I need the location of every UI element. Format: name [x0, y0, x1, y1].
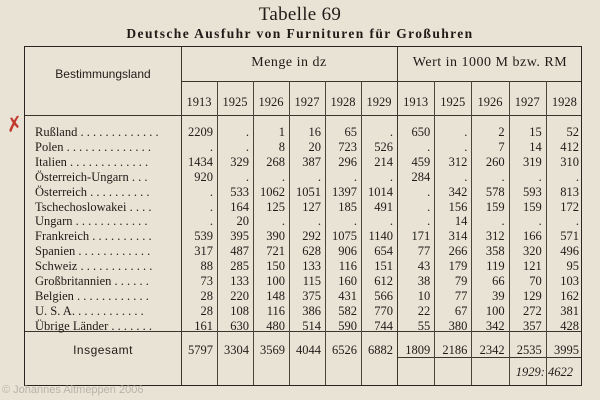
table-cell: 590 — [338, 318, 357, 333]
table-cell: . — [209, 199, 213, 214]
total-cell: 2535 — [516, 343, 542, 357]
year-header: 1927 — [514, 95, 540, 109]
table-cell: 319 — [523, 154, 542, 169]
table-cell: . — [209, 139, 213, 154]
table-cell: . — [353, 169, 357, 184]
table-cell: 491 — [374, 199, 393, 214]
country-name: Frankreich . . . . . . . . . . — [35, 229, 152, 244]
export-table — [24, 46, 582, 386]
table-cell: 95 — [566, 259, 579, 274]
table-cell: 171 — [411, 229, 431, 244]
table-cell: 260 — [485, 154, 505, 169]
table-cell: 16 — [308, 125, 321, 139]
country-name: Spanien . . . . . . . . . . . . — [35, 244, 151, 259]
table-cell: 148 — [266, 288, 285, 303]
table-cell: 386 — [302, 303, 321, 318]
country-name: Übrige Länder . . . . . . . — [35, 318, 152, 333]
table-cell: 526 — [374, 139, 393, 154]
table-cell: 116 — [338, 259, 357, 274]
year-header: 1928 — [330, 95, 356, 109]
table-cell: 162 — [560, 288, 579, 303]
table-cell: 320 — [523, 244, 542, 259]
country-name: Schweiz . . . . . . . . . . . . — [35, 259, 153, 274]
year-header: 1926 — [258, 95, 284, 109]
table-cell: . — [281, 169, 285, 184]
table-cell: 159 — [523, 199, 542, 214]
country-name: Belgien . . . . . . . . . . . . — [35, 288, 149, 303]
table-cell: 292 — [302, 229, 321, 244]
margin-mark: ✗ — [4, 110, 25, 138]
table-cell: 8 — [278, 139, 285, 154]
total-cell: 4044 — [296, 343, 321, 357]
table-cell: 412 — [560, 139, 579, 154]
table-cell: 159 — [485, 199, 505, 214]
table-cell: 459 — [411, 154, 431, 169]
table-title: Tabelle 69 — [258, 4, 342, 25]
table-cell: . — [575, 214, 579, 229]
table-cell: 15 — [529, 125, 542, 139]
divider — [25, 115, 581, 116]
total-label: Insgesamt — [73, 343, 133, 357]
table-cell: . — [281, 214, 285, 229]
table-cell: . — [353, 214, 357, 229]
table-cell: 77 — [417, 244, 431, 259]
table-cell: 357 — [523, 318, 542, 333]
country-name: U. S. A. . . . . . . . . . . . — [35, 303, 144, 318]
table-cell: 431 — [338, 288, 357, 303]
country-name: Österreich . . . . . . . . . . — [35, 184, 150, 199]
table-cell: . — [538, 214, 542, 229]
table-cell: 770 — [374, 303, 393, 318]
table-cell: 1434 — [188, 154, 213, 169]
table-cell: 380 — [448, 318, 468, 333]
table-cell: 496 — [560, 244, 579, 259]
country-name: Österreich-Ungarn . . . — [35, 169, 148, 184]
table-cell: 284 — [411, 169, 431, 184]
total-cell: 2186 — [442, 343, 468, 357]
table-cell: 151 — [374, 259, 393, 274]
table-cell: 387 — [302, 154, 321, 169]
footnote: 1929: 4622 — [515, 365, 573, 379]
table-cell: 22 — [417, 303, 431, 318]
table-cell: 317 — [194, 244, 213, 259]
table-cell: 121 — [523, 259, 542, 274]
table-cell: 390 — [266, 229, 285, 244]
country-name: Tschechoslowakei . . . . — [35, 199, 152, 214]
table-cell: 268 — [266, 154, 285, 169]
table-cell: 28 — [200, 303, 213, 318]
table-cell: . — [209, 214, 213, 229]
table-cell: 721 — [266, 244, 285, 259]
table-cell: 329 — [230, 154, 249, 169]
table-subtitle: Deutsche Ausfuhr von Furnituren für Großuhren — [126, 26, 474, 41]
table-cell: 1075 — [332, 229, 357, 244]
total-cell: 6526 — [332, 343, 357, 357]
table-cell: 296 — [338, 154, 357, 169]
table-cell: 593 — [523, 184, 542, 199]
table-cell: . — [245, 139, 249, 154]
table-cell: 630 — [230, 318, 249, 333]
table-cell: 480 — [266, 318, 285, 333]
year-header: 1929 — [366, 95, 392, 109]
table-cell: 65 — [344, 125, 357, 139]
table-cell: . — [317, 214, 321, 229]
table-cell: . — [427, 199, 431, 214]
total-cell: 1809 — [405, 343, 431, 357]
table-cell: 100 — [266, 274, 285, 288]
table-cell: 161 — [194, 318, 213, 333]
table-cell: 20 — [308, 139, 321, 154]
table-cell: . — [501, 214, 505, 229]
table-cell: 571 — [560, 229, 579, 244]
total-cell: 6882 — [368, 343, 393, 357]
table-cell: 272 — [523, 303, 542, 318]
table-cell: 395 — [230, 229, 249, 244]
table-cell: . — [245, 125, 249, 139]
table-cell: 14 — [529, 139, 542, 154]
table-cell: 100 — [485, 303, 505, 318]
table-cell: 79 — [454, 274, 468, 288]
country-name: Großbritannien . . . . . . — [35, 274, 149, 288]
table-cell: 166 — [523, 229, 542, 244]
country-name: Italien . . . . . . . . . . . . . — [35, 154, 149, 169]
table-cell: 43 — [417, 259, 431, 274]
year-header: 1926 — [477, 95, 503, 109]
table-cell: 220 — [230, 288, 249, 303]
table-cell: 10 — [417, 288, 431, 303]
header-country: Bestimmungsland — [55, 67, 151, 81]
table-cell: 342 — [448, 184, 468, 199]
table-cell: 628 — [302, 244, 321, 259]
table-cell: 612 — [374, 274, 393, 288]
table-cell: . — [389, 169, 393, 184]
watermark: © Johannes Altmeppen 2006 — [2, 384, 144, 396]
table-cell: 52 — [566, 125, 579, 139]
table-cell: 358 — [485, 244, 505, 259]
table-cell: 312 — [485, 229, 505, 244]
table-cell: 920 — [194, 169, 213, 184]
table-cell: 310 — [560, 154, 579, 169]
table-cell: . — [464, 139, 468, 154]
table-cell: 116 — [266, 303, 285, 318]
table-cell: 381 — [560, 303, 579, 318]
total-cell: 2342 — [479, 343, 505, 357]
table-cell: 375 — [302, 288, 321, 303]
table-cell: 38 — [417, 274, 431, 288]
table-cell: . — [464, 125, 468, 139]
table-cell: 1051 — [296, 184, 321, 199]
table-cell: . — [389, 125, 393, 139]
table-cell: 533 — [230, 184, 249, 199]
table-cell: 103 — [560, 274, 579, 288]
table-cell: 578 — [485, 184, 505, 199]
table-cell: 127 — [302, 199, 321, 214]
table-cell: 77 — [454, 288, 468, 303]
table-cell: . — [501, 169, 505, 184]
header-value: Wert in 1000 M bzw. RM — [412, 55, 568, 70]
total-cell: 5797 — [188, 343, 213, 357]
country-name: Rußland . . . . . . . . . . . . . — [35, 125, 159, 139]
table-cell: 160 — [338, 274, 357, 288]
table-cell: 185 — [338, 199, 357, 214]
year-header: 1927 — [294, 95, 320, 109]
table-cell: 650 — [411, 125, 431, 139]
table-cell: . — [245, 169, 249, 184]
table-cell: . — [464, 169, 468, 184]
table-cell: 129 — [523, 288, 542, 303]
table-cell: 172 — [560, 199, 579, 214]
table-cell: 2 — [498, 125, 505, 139]
country-name: Ungarn . . . . . . . . . . . . — [35, 214, 148, 229]
table-cell: 55 — [417, 318, 431, 333]
table-cell: 566 — [374, 288, 393, 303]
country-name: Polen . . . . . . . . . . . . . . — [35, 139, 151, 154]
table-cell: 312 — [448, 154, 468, 169]
table-cell: 723 — [338, 139, 357, 154]
table-cell: . — [538, 169, 542, 184]
table-cell: 156 — [448, 199, 468, 214]
table-cell: 1014 — [368, 184, 393, 199]
table-cell: 2209 — [188, 125, 213, 139]
table-cell: 125 — [266, 199, 285, 214]
table-cell: 7 — [498, 139, 505, 154]
table-cell: 179 — [448, 259, 468, 274]
table-cell: 813 — [560, 184, 579, 199]
table-cell: . — [575, 169, 579, 184]
table-cell: 66 — [492, 274, 505, 288]
total-cell: 3995 — [553, 343, 579, 357]
divider — [181, 81, 581, 82]
table-cell: . — [389, 214, 393, 229]
year-header: 1913 — [403, 95, 429, 109]
total-cell: 3304 — [224, 343, 249, 357]
table-cell: 1 — [278, 125, 285, 139]
table-cell: 133 — [230, 274, 249, 288]
table-cell: 70 — [529, 274, 542, 288]
table-cell: . — [427, 139, 431, 154]
year-header: 1913 — [186, 95, 212, 109]
table-cell: 115 — [302, 274, 321, 288]
table-cell: 514 — [302, 318, 321, 333]
table-cell: 539 — [194, 229, 213, 244]
table-cell: 906 — [338, 244, 357, 259]
table-cell: 266 — [448, 244, 468, 259]
table-cell: 654 — [374, 244, 393, 259]
table-cell: 20 — [236, 214, 249, 229]
table-cell: 744 — [374, 318, 393, 333]
year-header: 1928 — [551, 95, 577, 109]
table-cell: 150 — [266, 259, 285, 274]
table-cell: 67 — [454, 303, 468, 318]
table-cell: 1140 — [368, 229, 393, 244]
table-cell: . — [427, 214, 431, 229]
table-cell: 39 — [492, 288, 505, 303]
header-quantity: Menge in dz — [251, 55, 327, 70]
table-cell: 342 — [485, 318, 505, 333]
total-cell: 3569 — [260, 343, 285, 357]
table-cell: 1397 — [332, 184, 357, 199]
table-cell: . — [317, 169, 321, 184]
table-cell: 487 — [230, 244, 249, 259]
table-cell: 108 — [230, 303, 249, 318]
table-cell: 133 — [302, 259, 321, 274]
year-header: 1925 — [440, 95, 466, 109]
table-cell: 214 — [374, 154, 393, 169]
table-cell: 1062 — [260, 184, 285, 199]
table-cell: 428 — [560, 318, 579, 333]
year-header: 1925 — [222, 95, 248, 109]
table-cell: . — [427, 184, 431, 199]
table-cell: 119 — [486, 259, 505, 274]
table-cell: 314 — [448, 229, 468, 244]
table-cell: 88 — [200, 259, 213, 274]
table-cell: 73 — [200, 274, 213, 288]
table-cell: . — [209, 184, 213, 199]
table-cell: 582 — [338, 303, 357, 318]
table-cell: 164 — [230, 199, 249, 214]
table-cell: 28 — [200, 288, 213, 303]
table-cell: 14 — [454, 214, 468, 229]
table-cell: 285 — [230, 259, 249, 274]
